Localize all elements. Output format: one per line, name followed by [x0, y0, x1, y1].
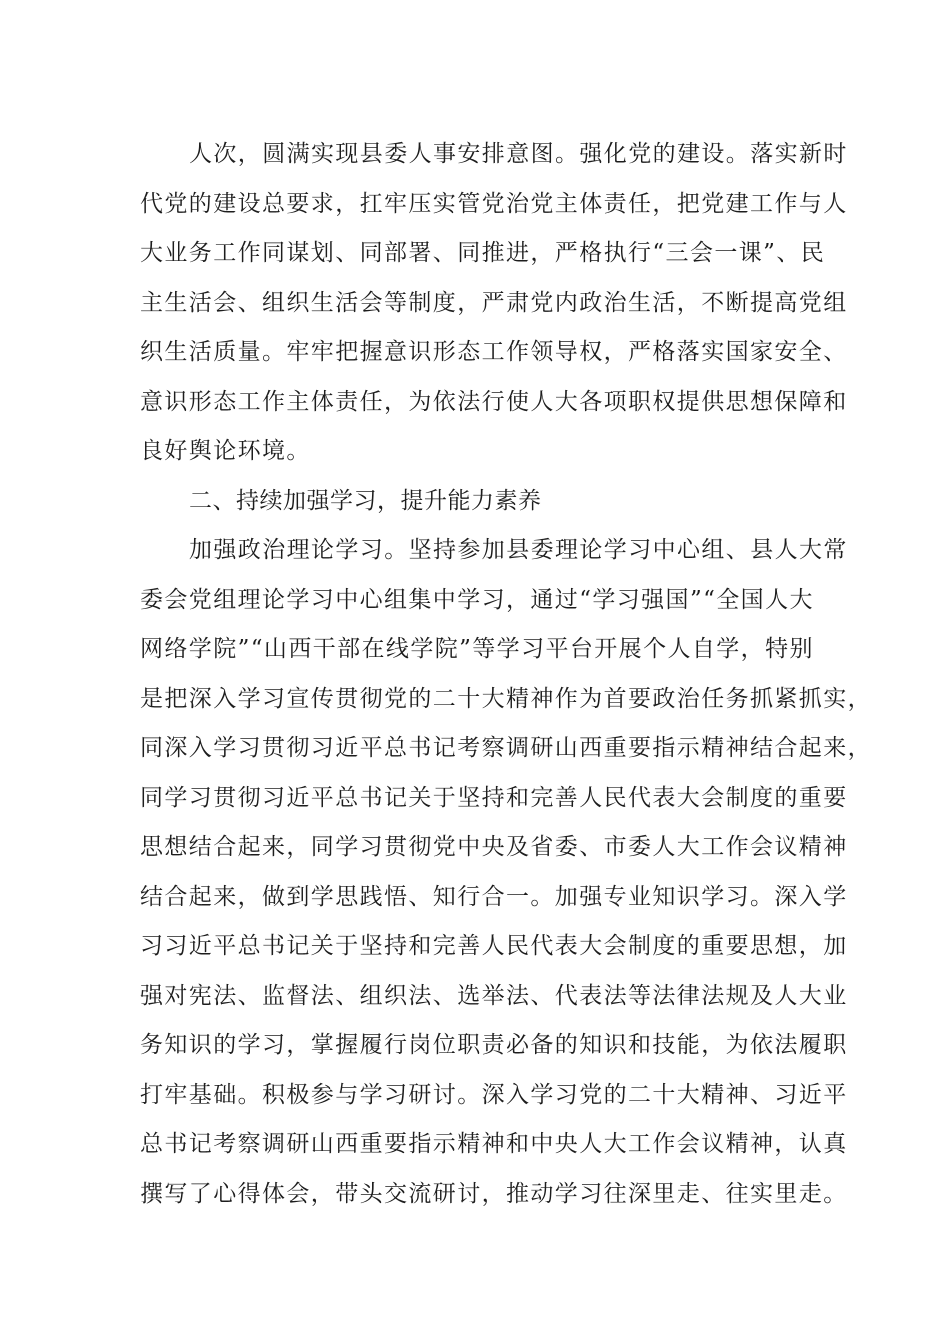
- text-line: 委会党组理论学习中心组集中学习，通过“学习强国”“全国人大: [140, 586, 814, 613]
- text-line: 意识形态工作主体责任，为依法行使人大各项职权提供思想保障和: [140, 388, 848, 415]
- text-line: 加强政治理论学习。坚持参加县委理论学习中心组、县人大常: [189, 537, 848, 563]
- text-line: 撰写了心得体会，带头交流研讨，推动学习往深里走、往实里走。: [140, 1180, 848, 1207]
- text-line: 思想结合起来，同学习贯彻党中央及省委、市委人大工作会议精神: [140, 834, 848, 860]
- text-line: 习习近平总书记关于坚持和完善人民代表大会制度的重要思想，加: [140, 933, 848, 959]
- text-line: 良好舆论环境。: [140, 438, 311, 464]
- section-heading: 二、持续加强学习，提升能力素养: [189, 487, 542, 514]
- text-line: 织生活质量。牢牢把握意识形态工作领导权，严格落实国家安全、: [140, 339, 848, 365]
- text-line: 网络学院”“山西干部在线学院”等学习平台开展个人自学，特别: [140, 636, 814, 662]
- text-line: 同深入学习贯彻习近平总书记考察调研山西重要指示精神结合起来，: [140, 735, 872, 761]
- text-line: 是把深入学习宣传贯彻党的二十大精神作为首要政治任务抓紧抓实，: [140, 685, 872, 712]
- text-line: 人次，圆满实现县委人事安排意图。强化党的建设。落实新时: [189, 141, 848, 167]
- text-column: [140, 130, 872, 1219]
- text-line: 务知识的学习，掌握履行岗位职责必备的知识和技能，为依法履职: [140, 1032, 848, 1058]
- text-line: 总书记考察调研山西重要指示精神和中央人大工作会议精神，认真: [140, 1131, 848, 1157]
- text-line: 大业务工作同谋划、同部署、同推进，严格执行“三会一课”、民: [140, 240, 826, 266]
- text-line: 代党的建设总要求，扛牢压实管党治党主体责任，把党建工作与人: [140, 190, 848, 217]
- text-line: 打牢基础。积极参与学习研讨。深入学习党的二十大精神、习近平: [140, 1081, 848, 1108]
- text-line: 主生活会、组织生活会等制度，严肃党内政治生活，不断提高党组: [140, 289, 848, 316]
- text-line: 同学习贯彻习近平总书记关于坚持和完善人民代表大会制度的重要: [140, 784, 848, 811]
- text-line: 结合起来，做到学思践悟、知行合一。加强专业知识学习。深入学: [140, 883, 848, 910]
- text-line: 强对宪法、监督法、组织法、选举法、代表法等法律法规及人大业: [140, 982, 848, 1009]
